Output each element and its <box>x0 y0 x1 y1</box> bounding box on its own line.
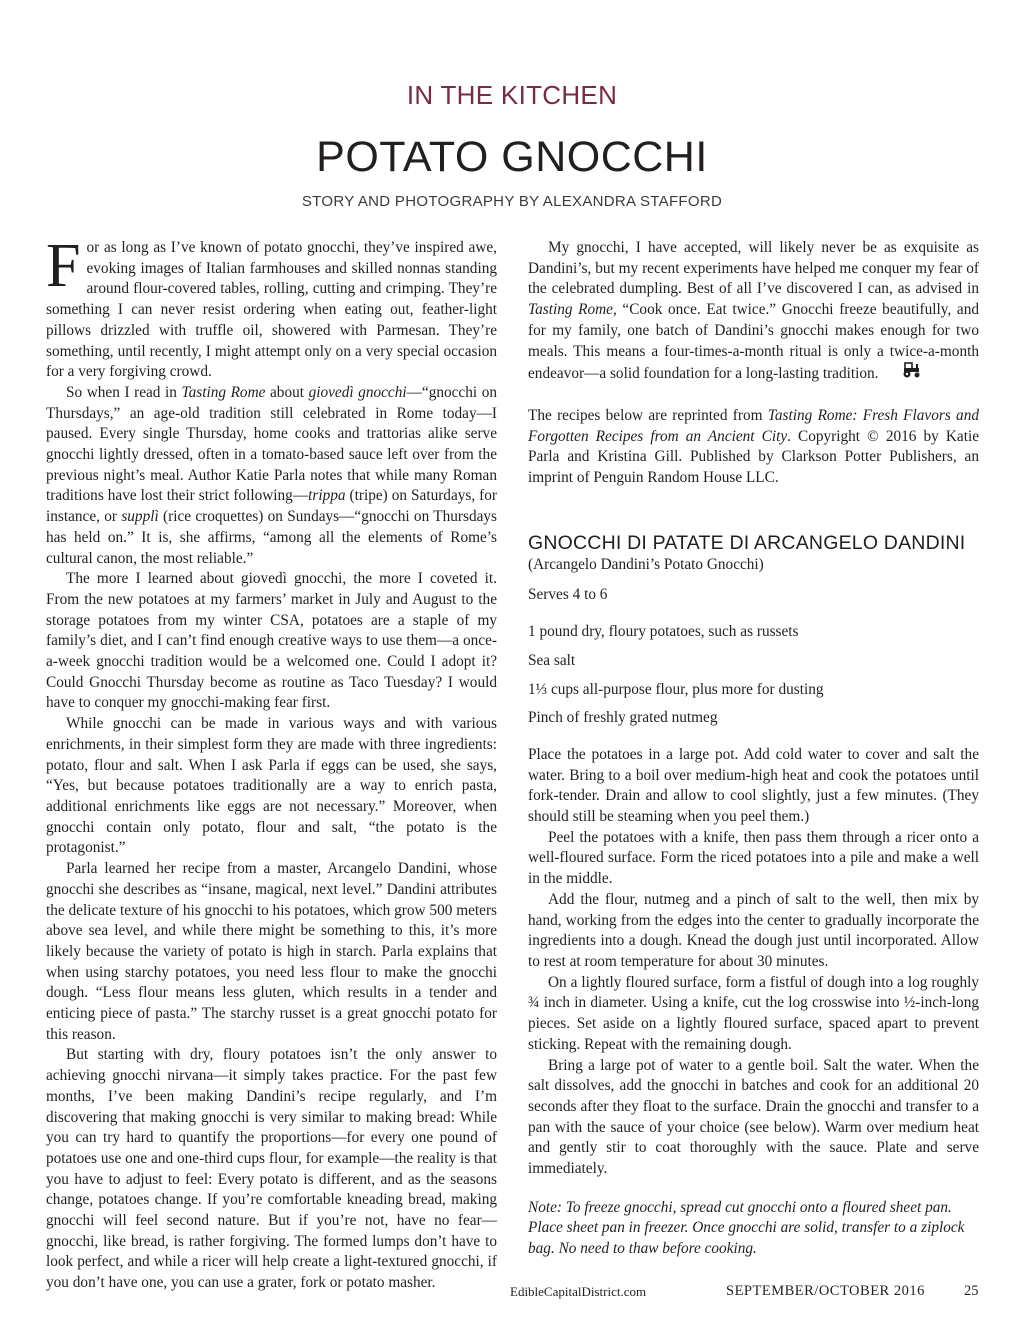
p2-text-d: (tripe) on Saturdays, for instance, or <box>46 487 498 526</box>
book-title: Tasting Rome <box>528 301 613 319</box>
trippa-term: trippa <box>308 487 346 505</box>
right-column <box>528 238 979 1260</box>
recipe-title: GNOCCHI DI PATATE DI ARCANGELO DANDINI <box>528 531 966 554</box>
footer-website: EdibleCapitalDistrict.com <box>510 1284 647 1299</box>
tractor-icon <box>882 362 922 385</box>
page-title: POTATO GNOCCHI <box>316 133 708 181</box>
paragraph-5: Parla learned her recipe from a master, Arcangelo Dandini, whose gnocchi she describes as “insane, magical, next level.” Dandini attributes the delicate texture of his gnocchi to his potatoes, which grow 500 meters above sea level, and while there might be something to this, it’s more likely because the variety of potato is high in starch. Parla explains that when using starchy potatoes, you need less flour to make the gnocchi dough. “Less flour means less gluten, which results in a tender and enticing piece of pasta.” The starchy russet is a great gnocchi potato for this reason. <box>46 860 497 1043</box>
ingredient-2: Sea salt <box>528 651 576 669</box>
step-1: Place the potatoes in a large pot. Add cold water to cover and salt the water. Bring to a boil over medium-high heat and cook the potatoes until fork-tender. Drain and allow to cool slightly, just a few minutes. (They should still be steaming when you peel them.) <box>528 745 979 826</box>
credit-text-a: The recipes below are reprinted from <box>528 406 768 424</box>
suppli-term: supplì <box>121 508 159 526</box>
page-number: 25 <box>964 1283 979 1299</box>
closing-text-b: , “Cook once. Eat twice.” Gnocchi freeze beautifully, and for my family, one batch of Dandini’s gnocchi makes enough for two meals. This means a four-times-a-month ritual is only a twice-a-month endeavor—a solid foundation for a long-lasting tradition. <box>528 301 979 383</box>
step-2: Peel the potatoes with a knife, then pass them through a ricer onto a well-floured surface. Form the riced potatoes into a pile and make a well in the middle. <box>528 828 979 888</box>
paragraph-6: But starting with dry, floury potatoes isn’t the only answer to achieving gnocchi nirvana—it simply takes practice. For the past few months, I’ve been making Dandini’s recipe regularly, and I’m discovering that making gnocchi is very similar to making bread: While you can try hard to quantify the proportions—for every one pound of potatoes use one and one-third cups flour, for example—the reality is that you have to adjust to feel: Every potato is different, and as the seasons change, potatoes change. If you’re comfortable kneading bread, making gnocchi will feel second nature. But if you’re not, have no fear—gnocchi, like bread, is rather forgiving. The formed lumps don’t have to look perfect, and while a ricer will help create a light-textured gnocchi, if you don’t have one, you can use a grater, fork or potato masher. <box>46 1046 497 1292</box>
paragraph-3: The more I learned about giovedì gnocchi, the more I coveted it. From the new potatoes at my farmers’ market in July and August to the storage potatoes from my winter CSA, potatoes are a staple of my family’s diet, and I can’t find enough creative ways to use them—a once-a-week gnocchi tradition would be a welcomed one. Could I adopt it? Could Gnocchi Thursday become as routine as Taco Tuesday? I would have to conquer my gnocchi-making fear first. <box>46 570 497 712</box>
step-3: Add the flour, nutmeg and a pinch of salt to the well, then mix by hand, working from the edges into the center to gradually incorporate the ingredients into a dough. Knead the dough just until incorporated. Allow to rest at room temperature for about 30 minutes. <box>528 890 979 970</box>
p2-text-e: (rice croquettes) on Sundays—“gnocchi on Thursdays has held on.” It is, she affirms, “among all the elements of Rome’s cultural canon, the most reliable.” <box>46 508 497 567</box>
left-column <box>46 232 498 1294</box>
closing-paragraph <box>528 238 979 385</box>
ingredient-4: Pinch of freshly grated nutmeg <box>528 709 718 727</box>
ingredient-3: 1⅓ cups all-purpose flour, plus more for dusting <box>528 680 824 698</box>
credit-text-b: . Copyright © 2016 by Katie Parla and Kristina Gill. Published by Clarkson Potter Publishers, an imprint of Penguin Random House LLC. <box>528 427 979 487</box>
closing-text-a: My gnocchi, I have accepted, will likely never be as exquisite as Dandini’s, but my recent experiments have helped me conquer my fear of the celebrated dumpling. Best of all I’ve discovered I can, as advised in <box>528 239 979 298</box>
serves: Serves 4 to 6 <box>528 586 608 604</box>
freezing-note: Note: To freeze gnocchi, spread cut gnocchi onto a floured sheet pan. Place sheet pan in freezer. Once gnocchi are solid, transfer to a ziplock bag. No need to thaw before cooking. <box>528 1198 965 1258</box>
p2-text-c: —“gnocchi on Thursdays,” an age-old tradition still celebrated in Rome today—I paused. Every single Thursday, home cooks and trattorias alike serve gnocchi lightly dressed, often in a tomato-based sauce left over from the previous night’s meal. Author Katie Parla notes that while many Roman traditions have lost their strict following— <box>46 383 497 505</box>
intro-paragraph <box>46 232 497 383</box>
giovedi-gnocchi-term: giovedì gnocchi <box>308 383 407 401</box>
p2-text-a: So when I read in <box>66 383 182 401</box>
intro-text: or as long as I’ve known of potato gnocchi, they’ve inspired awe, evoking images of Italian farmhouses and skilled nonnas standing around flour-covered tables, rolling, cutting and crimping. They’re something I can never resist ordering when eating out, feather-light pillows drizzled with truffle oil, showered with Parmesan. They’re something, until recently, I might attempt only on a very special occasion for a very forgiving crowd. <box>46 239 497 381</box>
step-4: On a lightly floured surface, form a fistful of dough into a log roughly ¾ inch in diameter. Using a knife, cut the log crosswise into ½-inch-long pieces. Set aside on a lightly floured surface, spaced apart to prevent sticking. Repeat with the remaining dough. <box>528 973 979 1053</box>
credit-paragraph <box>528 406 979 489</box>
p2-text-b: about <box>265 383 309 401</box>
step-5: Bring a large pot of water to a gentle boil. Salt the water. When the salt dissolves, add the gnocchi in batches and cook for an additional 20 seconds after they float to the surface. Drain the gnocchi and transfer to a pan with the sauce of your choice (see below). Warm over medium heat and gently stir to coat thoroughly with the sauce. Plate and serve immediately. <box>528 1056 979 1178</box>
paragraph-2 <box>46 383 497 569</box>
book-title: Tasting Rome <box>181 383 266 401</box>
credit-book-title: Tasting Rome: Fresh Flavors and Forgotten Recipes from an Ancient City <box>528 406 980 445</box>
recipe-subtitle: (Arcangelo Dandini’s Potato Gnocchi) <box>528 555 764 573</box>
footer-issue-date: SEPTEMBER/OCTOBER 2016 <box>726 1283 925 1299</box>
byline: STORY AND PHOTOGRAPHY BY ALEXANDRA STAFFORD <box>301 193 723 210</box>
drop-cap: F <box>46 232 81 300</box>
paragraph-4: While gnocchi can be made in various ways and with various enrichments, in their simplest form they are made with three ingredients: potato, flour and salt. When I ask Parla if eggs can be used, she says, “Yes, but because potatoes traditionally are a way to enrich pasta, additional enrichments like eggs are not necessary.” Moreover, when gnocchi contain only potato, flour and salt, “the potato is the protagonist.” <box>46 715 497 857</box>
section-kicker: IN THE KITCHEN <box>406 80 618 110</box>
ingredient-1: 1 pound dry, floury potatoes, such as russets <box>528 623 799 641</box>
